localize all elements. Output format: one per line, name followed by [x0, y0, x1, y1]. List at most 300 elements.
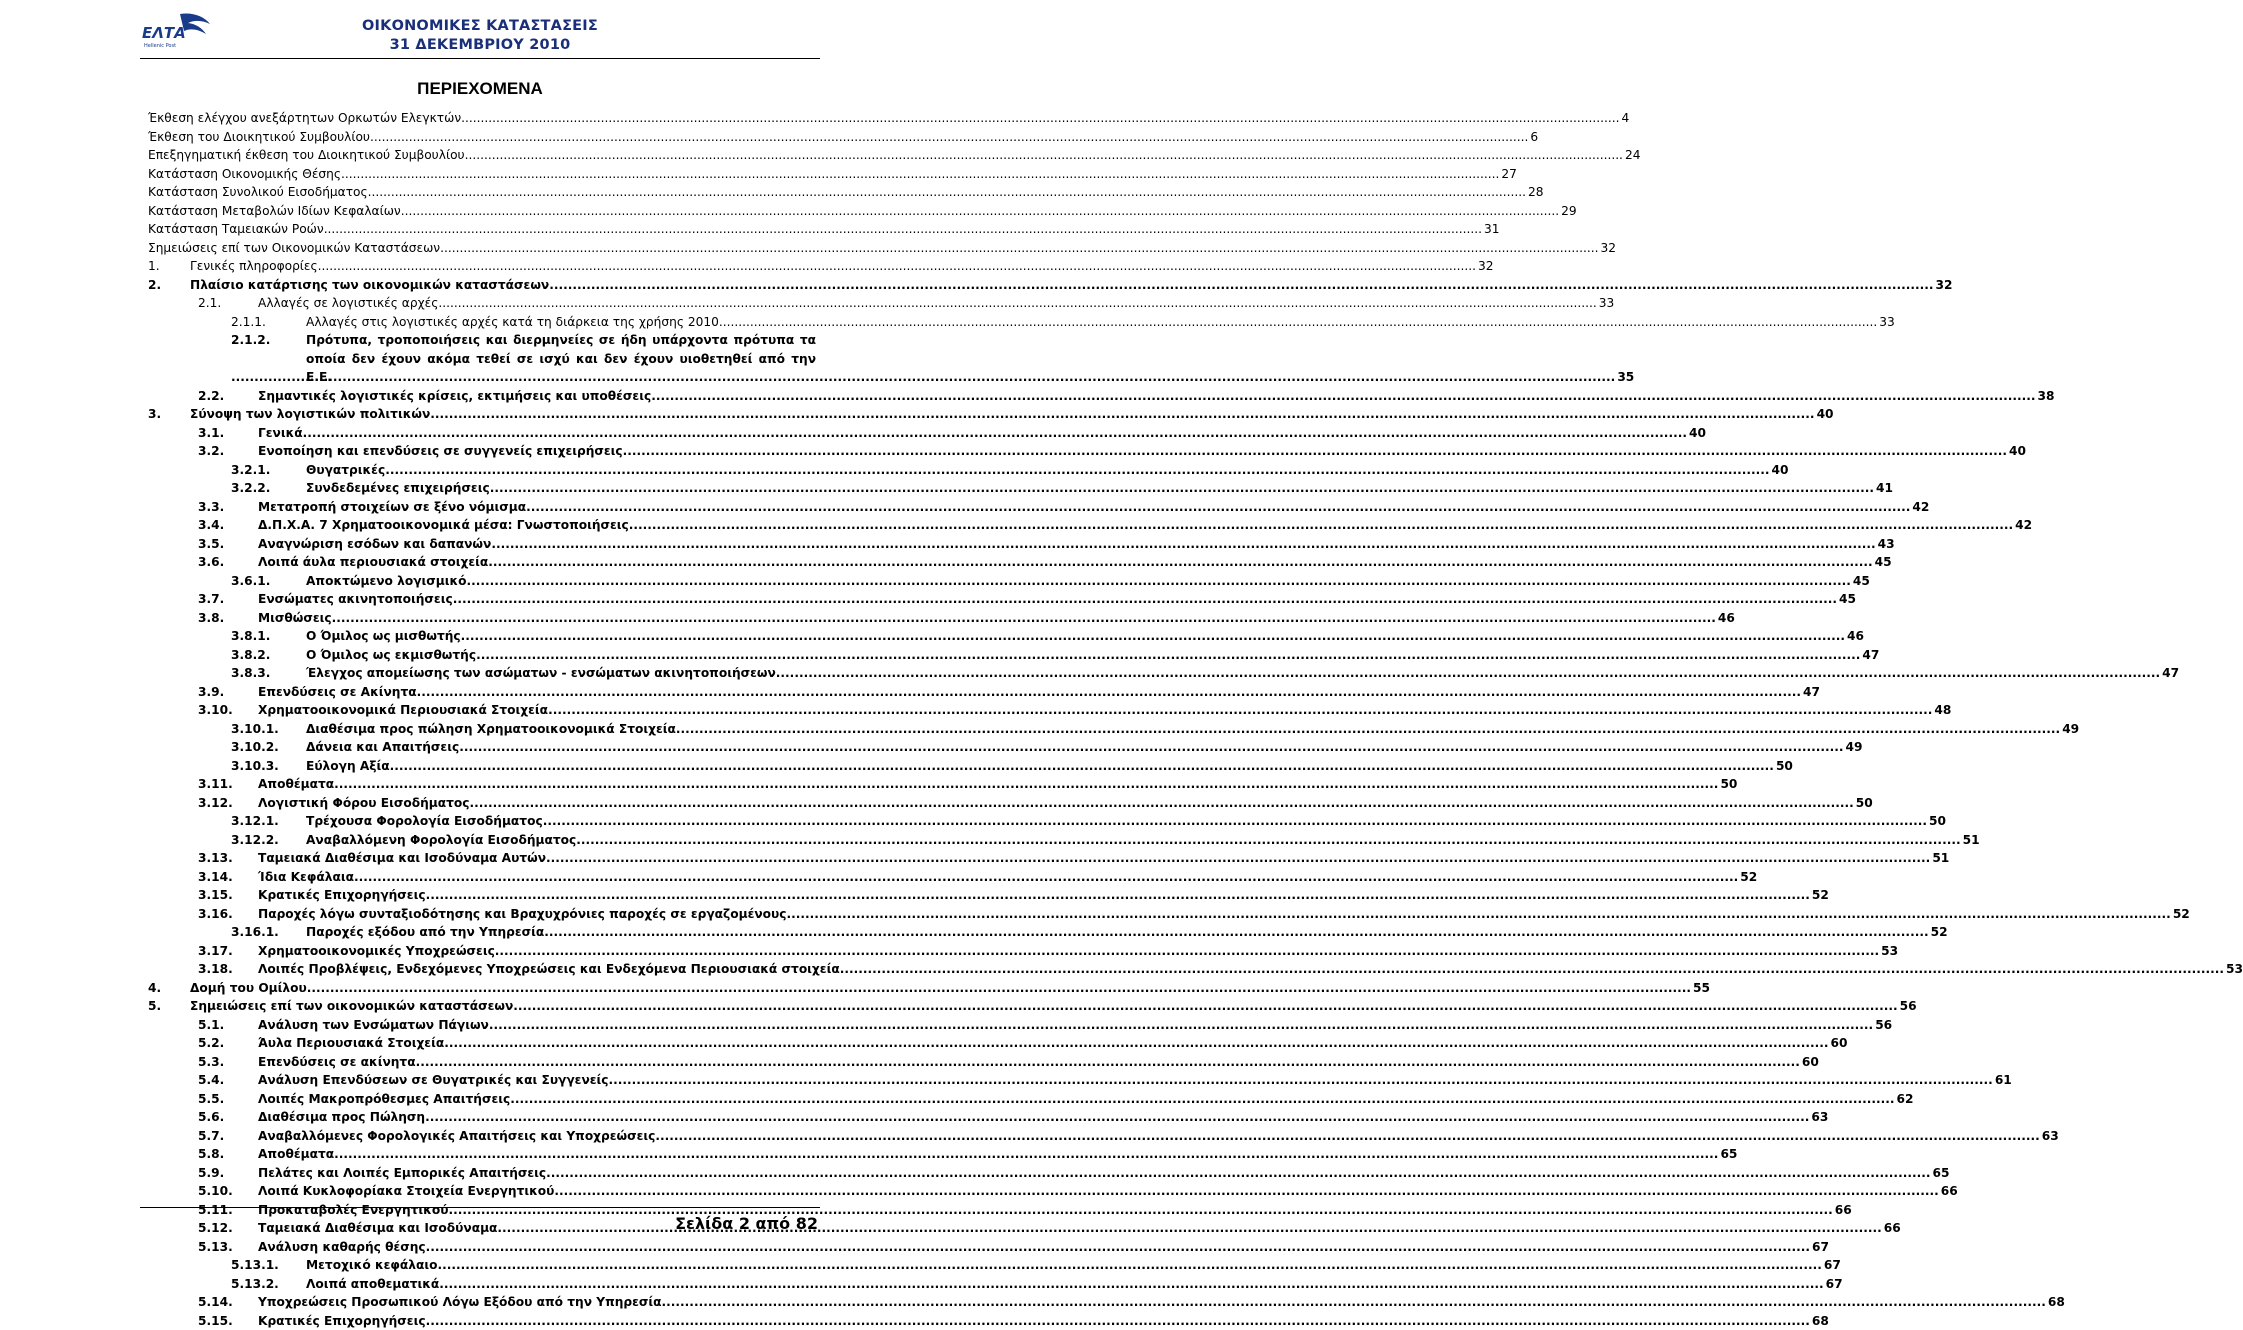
- toc-leader-dots: [390, 757, 1774, 776]
- toc-entry-title: Μετοχικό κεφάλαιο: [306, 1256, 438, 1275]
- toc-entry-number: 3.2.1.: [231, 461, 306, 480]
- toc-entry-number: 5.13.2.: [231, 1275, 306, 1294]
- toc-leader-dots: [332, 609, 1716, 628]
- toc-entry[interactable]: [148, 1071, 813, 1090]
- toc-entry-page: 33: [1597, 294, 1615, 313]
- toc-entry-title: Ενσώματες ακινητοποιήσεις: [258, 590, 453, 609]
- toc-leader-dots: [719, 313, 1877, 332]
- toc-entry-title: Γενικές πληροφορίες: [190, 257, 318, 276]
- toc-entry-number: 5.: [148, 997, 190, 1016]
- toc-entry-page: 60: [1829, 1034, 1848, 1053]
- toc-entry[interactable]: [148, 313, 813, 332]
- toc-entry-title: Αναβαλλόμενη Φορολογία Εισοδήματος: [306, 831, 576, 850]
- toc-entry-title: Αποθέματα: [258, 775, 334, 794]
- toc-leader-dots: [495, 942, 1879, 961]
- toc-entry-title: Λογιστική Φόρου Εισοδήματος: [258, 794, 469, 813]
- toc-entry-page: 45: [1837, 590, 1856, 609]
- footer-divider: [140, 1207, 820, 1208]
- toc-entry-title: Επενδύσεις σε Ακίνητα: [258, 683, 417, 702]
- toc-entry[interactable]: [148, 849, 813, 868]
- toc-leader-dots: [467, 572, 1851, 591]
- toc-entry-page: 6: [1528, 128, 1538, 147]
- toc-entry-page: 47: [2160, 664, 2179, 683]
- toc-entry-number: 5.13.: [198, 1238, 258, 1257]
- toc-entry[interactable]: [148, 498, 813, 517]
- toc-entry-number: 3.10.3.: [231, 757, 306, 776]
- toc-leader-dots: [554, 1182, 1938, 1201]
- toc-entry[interactable]: [148, 905, 813, 924]
- toc-entry[interactable]: [148, 1034, 813, 1053]
- toc-entry-page: 32: [1476, 257, 1494, 276]
- toc-entry-number: 5.2.: [198, 1034, 258, 1053]
- toc-entry-number: 5.3.: [198, 1053, 258, 1072]
- toc-leader-dots: [354, 868, 1738, 887]
- toc-entry-title: Σημαντικές λογιστικές κρίσεις, εκτιμήσεις και υποθέσεις: [258, 387, 651, 406]
- toc-entry-page: 56: [1898, 997, 1917, 1016]
- toc-entry-title: Αναβαλλόμενες Φορολογικές Απαιτήσεις και Υποχρεώσεις: [258, 1127, 655, 1146]
- toc-entry[interactable]: [148, 1293, 813, 1312]
- toc-leader-dots: [543, 812, 1927, 831]
- toc-entry[interactable]: [148, 516, 813, 535]
- toc-entry-page: 24: [1623, 146, 1641, 165]
- toc-entry-page: 67: [1810, 1238, 1829, 1257]
- toc-leader-dots: [609, 1071, 1993, 1090]
- toc-leader-dots: [370, 128, 1528, 147]
- logo-text: ΕΛΤΑ: [142, 24, 186, 42]
- toc-entry-number: 2.: [148, 276, 190, 295]
- toc-entry[interactable]: [148, 775, 813, 794]
- toc-entry-number: 3.15.: [198, 886, 258, 905]
- toc-entry-title: Πλαίσιο κατάρτισης των οικονομικών καταστάσεων: [190, 276, 549, 295]
- toc-entry[interactable]: [148, 646, 813, 665]
- toc-entry-title: Ίδια Κεφάλαια: [258, 868, 354, 887]
- toc-entry-page: 35: [1615, 368, 1634, 387]
- toc-entry[interactable]: [148, 1164, 813, 1183]
- toc-entry-title: Άυλα Περιουσιακά Στοιχεία: [258, 1034, 444, 1053]
- toc-leader-dots: [401, 202, 1559, 221]
- toc-entry-title: Αναγνώριση εσόδων και δαπανών: [258, 535, 491, 554]
- toc-entry[interactable]: [148, 331, 813, 368]
- toc-entry-number: 5.6.: [198, 1108, 258, 1127]
- toc-entry[interactable]: [148, 960, 813, 979]
- toc-entry-page: 50: [1927, 812, 1946, 831]
- toc-entry[interactable]: [148, 405, 813, 424]
- toc-leader-dots: [426, 1312, 1810, 1330]
- toc-entry-number: 2.1.: [198, 294, 258, 313]
- toc-entry-page: 51: [1961, 831, 1980, 850]
- toc-entry-number: 3.2.: [198, 442, 258, 461]
- toc-entry[interactable]: [148, 220, 813, 239]
- toc-leader-dots: [490, 479, 1874, 498]
- toc-entry[interactable]: [148, 1053, 813, 1072]
- toc-leader-dots: [651, 387, 2035, 406]
- toc-entry[interactable]: [148, 1090, 813, 1109]
- toc-entry-number: 3.12.2.: [231, 831, 306, 850]
- toc-entry-page: 52: [2171, 905, 2190, 924]
- toc-entry-page: 40: [1815, 405, 1834, 424]
- toc-entry[interactable]: [148, 183, 813, 202]
- toc-entry[interactable]: [148, 1238, 813, 1257]
- toc-leader-dots: [548, 701, 1932, 720]
- toc-entry-page: 52: [1810, 886, 1829, 905]
- toc-entry[interactable]: [148, 942, 813, 961]
- toc-entry[interactable]: [148, 294, 813, 313]
- toc-entry-page: 50: [1718, 775, 1737, 794]
- toc-entry-page: 65: [1930, 1164, 1949, 1183]
- toc-entry-number: 3.11.: [198, 775, 258, 794]
- toc-leader-dots: [453, 590, 1837, 609]
- toc-leader-dots: [655, 1127, 2039, 1146]
- toc-entry-page: 68: [1810, 1312, 1829, 1330]
- toc-entry-number: 3.5.: [198, 535, 258, 554]
- toc-entry[interactable]: [148, 442, 813, 461]
- toc-entry-page: 53: [1879, 942, 1898, 961]
- toc-entry[interactable]: [148, 202, 813, 221]
- toc-entry-title: Επενδύσεις σε ακίνητα: [258, 1053, 416, 1072]
- toc-entry-page: 50: [1854, 794, 1873, 813]
- toc-leader-dots: [840, 960, 2224, 979]
- toc-entry[interactable]: [148, 1127, 813, 1146]
- toc-entry-title: Αποθέματα: [258, 1145, 334, 1164]
- toc-entry-page: 68: [2046, 1293, 2065, 1312]
- toc-entry-page: 40: [2007, 442, 2026, 461]
- document-title: ΟΙΚΟΝΟΜΙΚΕΣ ΚΑΤΑΣΤΑΣΕΙΣ: [0, 18, 960, 34]
- toc-entry-page: 63: [1809, 1108, 1828, 1127]
- toc-heading: ΠΕΡΙΕΧΟΜΕΝΑ: [0, 79, 960, 99]
- toc-entry-number: 3.16.1.: [231, 923, 306, 942]
- toc-entry-title: Πρότυπα, τροποποιήσεις και διερμηνείες σε ήδη υπάρχοντα πρότυπα τα οποία δεν έχουν ακόμα τεθεί σε ισχύ και δεν έχουν υιοθετηθεί από την Ε.Ε.: [306, 331, 816, 387]
- toc-entry-title: Παροχές εξόδου από την Υπηρεσία: [306, 923, 544, 942]
- toc-entry-title: Αλλαγές στις λογιστικές αρχές κατά τη διάρκεια της χρήσης 2010: [306, 313, 719, 332]
- toc-entry-title: Κρατικές Επιχορηγήσεις: [258, 886, 426, 905]
- toc-leader-dots: [439, 1275, 1823, 1294]
- toc-entry-number: 4.: [148, 979, 190, 998]
- toc-entry-title: Τρέχουσα Φορολογία Εισοδήματος: [306, 812, 543, 831]
- toc-entry[interactable]: [148, 683, 813, 702]
- toc-leader-dots: [526, 498, 1910, 517]
- toc-entry[interactable]: [148, 609, 813, 628]
- toc-entry-page: 55: [1691, 979, 1710, 998]
- toc-leader-dots: [488, 553, 1872, 572]
- toc-leader-dots: [341, 165, 1499, 184]
- toc-entry-title: Επεξηγηματική έκθεση του Διοικητικού Συμβουλίου: [148, 146, 465, 165]
- toc-entry-title: Μισθώσεις: [258, 609, 332, 628]
- toc-entry-page: 52: [1929, 923, 1948, 942]
- toc-leader-dots: [307, 979, 1691, 998]
- toc-leader-dots: [510, 1090, 1894, 1109]
- toc-leader-dots: [786, 905, 2170, 924]
- toc-entry-title: Προκαταβολές Ενεργητικού: [258, 1201, 448, 1220]
- toc-entry[interactable]: [148, 128, 813, 147]
- toc-entry[interactable]: [148, 831, 813, 850]
- toc-entry-number: 2.2.: [198, 387, 258, 406]
- toc-entry-page: 28: [1526, 183, 1544, 202]
- toc-entry-number: 5.4.: [198, 1071, 258, 1090]
- toc-leader-dots: [448, 1201, 1832, 1220]
- toc-entry[interactable]: [148, 424, 813, 443]
- toc-entry-number: 5.11.: [198, 1201, 258, 1220]
- toc-entry-page: 31: [1482, 220, 1500, 239]
- toc-entry-number: 3.7.: [198, 590, 258, 609]
- toc-entry[interactable]: [148, 239, 813, 258]
- toc-leader-dots: [491, 535, 1875, 554]
- toc-entry-number: 3.17.: [198, 942, 258, 961]
- toc-leader-dots: [544, 923, 1928, 942]
- toc-entry-title: Ο Όμιλος ως μισθωτής: [306, 627, 461, 646]
- toc-entry[interactable]: [148, 794, 813, 813]
- toc-leader-dots: [368, 183, 1526, 202]
- toc-entry[interactable]: [148, 923, 813, 942]
- toc-entry-number: 5.10.: [198, 1182, 258, 1201]
- toc-leader-dots: [430, 405, 1814, 424]
- toc-entry[interactable]: [148, 1016, 813, 1035]
- toc-entry-number: 3.16.: [198, 905, 258, 924]
- toc-entry-title: Έλεγχος απομείωσης των ασώματων - ενσώματων ακινητοποιήσεων: [306, 664, 776, 683]
- toc-entry-continuation[interactable]: [148, 368, 813, 387]
- toc-entry-title: Ο Όμιλος ως εκμισθωτής: [306, 646, 476, 665]
- toc-entry-page: 40: [1687, 424, 1706, 443]
- toc-entry-number: 3.8.: [198, 609, 258, 628]
- toc-entry-number: 5.1.: [198, 1016, 258, 1035]
- toc-entry[interactable]: [148, 757, 813, 776]
- toc-entry-page: 60: [1800, 1053, 1819, 1072]
- toc-entry-page: 27: [1499, 165, 1517, 184]
- toc-entry-title: Ανάλυση καθαρής θέσης: [258, 1238, 426, 1257]
- toc-entry-number: 3.8.1.: [231, 627, 306, 646]
- toc-entry-page: 66: [1882, 1219, 1901, 1238]
- toc-entry[interactable]: [148, 109, 813, 128]
- toc-entry[interactable]: [148, 1256, 813, 1275]
- toc-entry-title: Έκθεση του Διοικητικού Συμβουλίου: [148, 128, 370, 147]
- toc-entry-number: 2.1.1.: [231, 313, 306, 332]
- toc-entry-title: Αλλαγές σε λογιστικές αρχές: [258, 294, 438, 313]
- toc-leader-dots: [417, 683, 1801, 702]
- toc-entry-title: Λοιπά Κυκλοφορίακα Στοιχεία Ενεργητικού: [258, 1182, 554, 1201]
- toc-entry-page: 32: [1934, 276, 1953, 295]
- toc-entry-title: Χρηματοοικονομικές Υποχρεώσεις: [258, 942, 495, 961]
- toc-entry[interactable]: [148, 535, 813, 554]
- toc-entry-title: Κατάσταση Οικονομικής Θέσης: [148, 165, 341, 184]
- toc-leader-dots: [334, 1145, 1718, 1164]
- toc-entry-title: Δ.Π.Χ.Α. 7 Χρηματοοικονομικά μέσα: Γνωστοποιήσεις: [258, 516, 629, 535]
- toc-entry-title: Μετατροπή στοιχείων σε ξένο νόμισμα: [258, 498, 526, 517]
- toc-entry-number: 5.5.: [198, 1090, 258, 1109]
- toc-entry[interactable]: [148, 664, 813, 683]
- toc-entry[interactable]: [148, 1275, 813, 1294]
- toc-entry[interactable]: [148, 572, 813, 591]
- document-date: 31 ΔΕΚΕΜΒΡΙΟΥ 2010: [0, 37, 960, 53]
- toc-entry-title: Σημειώσεις επί των Οικονομικών Καταστάσεων: [148, 239, 440, 258]
- toc-leader-dots: [303, 424, 1687, 443]
- toc-entry-number: 3.6.: [198, 553, 258, 572]
- toc-leader-dots: [438, 1256, 1822, 1275]
- toc-entry-number: 3.8.2.: [231, 646, 306, 665]
- toc-entry-number: 3.10.2.: [231, 738, 306, 757]
- toc-leader-dots: [546, 1164, 1930, 1183]
- toc-entry-page: 45: [1873, 553, 1892, 572]
- toc-entry-page: 53: [2224, 960, 2243, 979]
- toc-entry-title: Έκθεση ελέγχου ανεξάρτητων Ορκωτών Ελεγκτών: [148, 109, 461, 128]
- toc-entry-page: 67: [1824, 1275, 1843, 1294]
- logo-subtext: Hellenic Post: [144, 43, 176, 49]
- toc-entry-title: Δάνεια και Απαιτήσεις: [306, 738, 459, 757]
- table-of-contents: [148, 109, 813, 1330]
- toc-entry-number: 5.15.: [198, 1312, 258, 1330]
- toc-entry-title: Σημειώσεις επί των οικονομικών καταστάσεων: [190, 997, 513, 1016]
- toc-entry[interactable]: [148, 1312, 813, 1330]
- toc-entry-page: 47: [1801, 683, 1820, 702]
- toc-entry-page: 46: [1716, 609, 1735, 628]
- toc-entry[interactable]: [148, 868, 813, 887]
- toc-leader-dots: [461, 109, 1619, 128]
- toc-entry-number: 5.9.: [198, 1164, 258, 1183]
- toc-leader-dots: [385, 461, 1769, 480]
- toc-leader-dots: [489, 1016, 1873, 1035]
- toc-entry-page: 33: [1877, 313, 1895, 332]
- toc-entry[interactable]: [148, 276, 813, 295]
- toc-entry-number: 2.1.2.: [231, 331, 306, 350]
- toc-entry-number: 3.3.: [198, 498, 258, 517]
- toc-entry-page: 29: [1559, 202, 1577, 221]
- toc-entry-page: 42: [2013, 516, 2032, 535]
- toc-entry-title: Συνδεδεμένες επιχειρήσεις: [306, 479, 490, 498]
- toc-entry-title: Ταμειακά Διαθέσιμα και Ισοδύναμα Αυτών: [258, 849, 546, 868]
- toc-entry-number: 3.13.: [198, 849, 258, 868]
- toc-entry-title: Διαθέσιμα προς πώληση Χρηματοοικονομικά Στοιχεία: [306, 720, 676, 739]
- toc-entry-page: 40: [1770, 461, 1789, 480]
- toc-entry[interactable]: [148, 479, 813, 498]
- toc-entry[interactable]: [148, 738, 813, 757]
- toc-entry-number: 3.8.3.: [231, 664, 306, 683]
- toc-entry-number: 3.10.: [198, 701, 258, 720]
- header-divider: [140, 58, 820, 59]
- toc-entry-title: Διαθέσιμα προς Πώληση: [258, 1108, 425, 1127]
- toc-leader-dots: [576, 831, 1960, 850]
- toc-entry[interactable]: [148, 720, 813, 739]
- toc-entry-page: 65: [1718, 1145, 1737, 1164]
- page-number: Σελίδα 2 από 82: [675, 1214, 818, 1233]
- toc-leader-dots: [662, 1293, 2046, 1312]
- toc-entry-number: 3.12.1.: [231, 812, 306, 831]
- toc-entry-title: Πελάτες και Λοιπές Εμπορικές Απαιτήσεις: [258, 1164, 546, 1183]
- toc-entry-title: Ανάλυση των Ενσώματων Πάγιων: [258, 1016, 489, 1035]
- toc-leader-dots: [459, 738, 1843, 757]
- toc-entry-number: 5.12.: [198, 1219, 258, 1238]
- toc-leader-dots: [513, 997, 1897, 1016]
- toc-leader-dots: [461, 627, 1845, 646]
- toc-entry[interactable]: [148, 387, 813, 406]
- toc-entry-number: 3.: [148, 405, 190, 424]
- toc-entry-number: 5.13.1.: [231, 1256, 306, 1275]
- toc-entry-page: 67: [1822, 1256, 1841, 1275]
- toc-entry-page: 49: [2060, 720, 2079, 739]
- toc-leader-dots: [676, 720, 2060, 739]
- toc-entry[interactable]: [148, 627, 813, 646]
- toc-entry-page: 46: [1845, 627, 1864, 646]
- toc-entry[interactable]: [148, 257, 813, 276]
- toc-entry-number: 5.7.: [198, 1127, 258, 1146]
- toc-entry-page: 66: [1939, 1182, 1958, 1201]
- toc-entry-number: 5.14.: [198, 1293, 258, 1312]
- toc-entry-title: Ανάλυση Επενδύσεων σε Θυγατρικές και Συγγενείς: [258, 1071, 609, 1090]
- toc-entry-title: Σύνοψη των λογιστικών πολιτικών: [190, 405, 430, 424]
- toc-leader-dots: [231, 368, 1615, 387]
- toc-leader-dots: [324, 220, 1482, 239]
- toc-entry-title: Θυγατρικές: [306, 461, 385, 480]
- toc-entry-page: 47: [1860, 646, 1879, 665]
- toc-entry[interactable]: [148, 1182, 813, 1201]
- toc-entry-title: Εύλογη Αξία: [306, 757, 390, 776]
- toc-entry[interactable]: [148, 979, 813, 998]
- toc-entry-title: Γενικά: [258, 424, 303, 443]
- toc-leader-dots: [476, 646, 1860, 665]
- toc-leader-dots: [438, 294, 1596, 313]
- toc-entry[interactable]: [148, 1108, 813, 1127]
- toc-entry-title: Λοιπά αποθεματικά: [306, 1275, 439, 1294]
- toc-entry-title: Αποκτώμενο λογισμικό: [306, 572, 467, 591]
- toc-entry[interactable]: [148, 997, 813, 1016]
- toc-entry-title: Κρατικές Επιχορηγήσεις: [258, 1312, 426, 1330]
- toc-entry[interactable]: [148, 146, 813, 165]
- toc-entry[interactable]: [148, 886, 813, 905]
- toc-entry-page: 52: [1738, 868, 1757, 887]
- toc-entry-page: 42: [1910, 498, 1929, 517]
- toc-entry-number: 3.6.1.: [231, 572, 306, 591]
- toc-entry[interactable]: [148, 590, 813, 609]
- toc-entry-number: 3.12.: [198, 794, 258, 813]
- toc-entry[interactable]: [148, 461, 813, 480]
- toc-leader-dots: [416, 1053, 1800, 1072]
- toc-entry-page: 48: [1932, 701, 1951, 720]
- toc-entry[interactable]: [148, 701, 813, 720]
- toc-entry-page: 4: [1619, 109, 1629, 128]
- toc-entry-title: Παροχές λόγω συνταξιοδότησης και Βραχυχρόνιες παροχές σε εργαζομένους: [258, 905, 786, 924]
- toc-entry-title: Λοιπά άυλα περιουσιακά στοιχεία: [258, 553, 488, 572]
- toc-entry-title: Λοιπές Προβλέψεις, Ενδεχόμενες Υποχρεώσεις και Ενδεχόμενα Περιουσιακά στοιχεία: [258, 960, 840, 979]
- toc-entry-title: Κατάσταση Ταμειακών Ροών: [148, 220, 324, 239]
- toc-entry-title: Υποχρεώσεις Προσωπικού Λόγω Εξόδου από την Υπηρεσία: [258, 1293, 662, 1312]
- toc-leader-dots: [444, 1034, 1828, 1053]
- toc-entry-page: 56: [1873, 1016, 1892, 1035]
- toc-entry-title: Λοιπές Μακροπρόθεσμες Απαιτήσεις: [258, 1090, 510, 1109]
- toc-entry-page: 45: [1851, 572, 1870, 591]
- toc-entry[interactable]: [148, 165, 813, 184]
- toc-leader-dots: [426, 886, 1810, 905]
- toc-entry-title: Κατάσταση Συνολικού Εισοδήματος: [148, 183, 368, 202]
- toc-entry[interactable]: [148, 1145, 813, 1164]
- toc-entry[interactable]: [148, 812, 813, 831]
- toc-entry-title: Ταμειακά Διαθέσιμα και Ισοδύναμα: [258, 1219, 497, 1238]
- toc-entry-page: 62: [1895, 1090, 1914, 1109]
- toc-entry-title: Ενοποίηση και επενδύσεις σε συγγενείς επιχειρήσεις: [258, 442, 623, 461]
- toc-leader-dots: [623, 442, 2007, 461]
- toc-entry-page: 32: [1598, 239, 1616, 258]
- toc-entry-page: 41: [1874, 479, 1893, 498]
- toc-entry-page: 66: [1833, 1201, 1852, 1220]
- toc-leader-dots: [549, 276, 1933, 295]
- toc-entry-page: 50: [1774, 757, 1793, 776]
- toc-entry-number: 3.4.: [198, 516, 258, 535]
- toc-entry-title: Χρηματοοικονομικά Περιουσιακά Στοιχεία: [258, 701, 548, 720]
- toc-leader-dots: [776, 664, 2160, 683]
- toc-leader-dots: [426, 1238, 1810, 1257]
- toc-leader-dots: [469, 794, 1853, 813]
- toc-entry-number: 3.10.1.: [231, 720, 306, 739]
- toc-entry-page: 51: [1930, 849, 1949, 868]
- toc-entry-page: 43: [1876, 535, 1895, 554]
- toc-entry-number: 3.2.2.: [231, 479, 306, 498]
- toc-entry[interactable]: [148, 553, 813, 572]
